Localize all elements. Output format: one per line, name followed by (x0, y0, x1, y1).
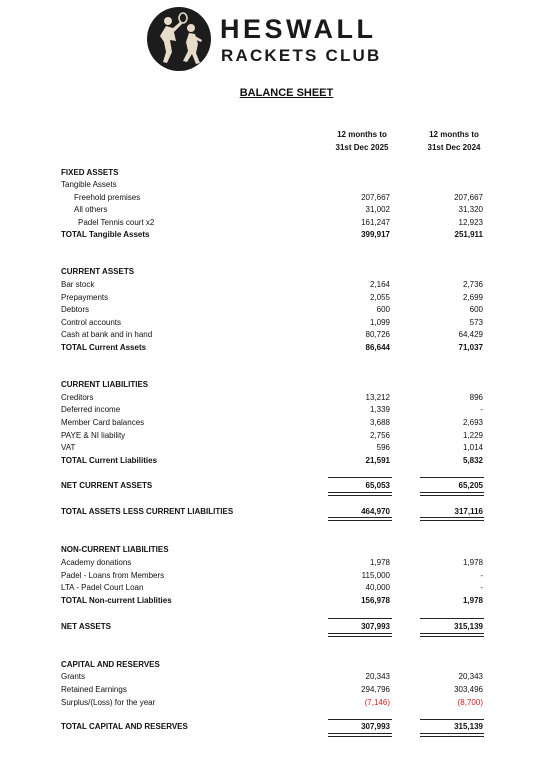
section-heading-current-liabilities: CURRENT LIABILITIES (61, 380, 149, 389)
total-tangible-assets: TOTAL Tangible Assets 399,917 251,911 (61, 230, 483, 239)
line-item: Creditors 13,212 896 (61, 393, 483, 402)
line-item: Surplus/(Loss) for the year (7,146) (8,700) (61, 698, 483, 707)
line-item: Debtors 600 600 (61, 305, 483, 314)
rule-line (328, 618, 392, 619)
net-assets: NET ASSETS 307,993 315,139 (61, 622, 483, 631)
double-rule (420, 633, 484, 637)
line-item: Bar stock 2,164 2,736 (61, 280, 483, 289)
line-item: LTA - Padel Court Loan 40,000 - (61, 583, 483, 592)
total-current-liabilities: TOTAL Current Liabilities 21,591 5,832 (61, 456, 483, 465)
double-rule (420, 517, 484, 521)
line-item: Freehold premises 207,667 207,667 (74, 193, 483, 202)
line-item: Padel Tennis court x2 161,247 12,923 (78, 218, 483, 227)
rule-line (420, 477, 484, 478)
section-heading-fixed-assets: FIXED ASSETS (61, 168, 119, 177)
rule-line (328, 477, 392, 478)
section-heading-current-assets: CURRENT ASSETS (61, 267, 135, 276)
column-header-2025: 12 months to 31st Dec 2025 (335, 130, 389, 152)
line-item: Padel - Loans from Members 115,000 - (61, 571, 483, 580)
double-rule (420, 492, 484, 496)
total-current-assets: TOTAL Current Assets 86,644 71,037 (61, 343, 483, 352)
line-item: Grants 20,343 20,343 (61, 672, 483, 681)
logo-subtitle: RACKETS CLUB (221, 46, 382, 65)
line-item: Prepayments 2,055 2,699 (61, 293, 483, 302)
column-header-2024: 12 months to 31st Dec 2024 (427, 130, 481, 152)
line-item: Member Card balances 3,688 2,693 (61, 418, 483, 427)
subheading-tangible-assets: Tangible Assets (61, 180, 117, 189)
double-rule (328, 633, 392, 637)
double-rule (328, 733, 392, 737)
line-item: Deferred income 1,339 - (61, 405, 483, 414)
total-capital-and-reserves: TOTAL CAPITAL AND RESERVES 307,993 315,139 (61, 722, 483, 731)
club-logo (146, 6, 382, 74)
rule-line (328, 719, 392, 720)
line-item: Academy donations 1,978 1,978 (61, 558, 483, 567)
page-title: BALANCE SHEET (239, 87, 334, 99)
total-non-current-liabilities: TOTAL Non-current Liablities 156,978 1,978 (61, 596, 483, 605)
section-heading-non-current-liabilities: NON-CURRENT LIABILITIES (61, 545, 169, 554)
line-item: Retained Earnings 294,796 303,496 (61, 685, 483, 694)
section-heading-capital-reserves: CAPITAL AND RESERVES (61, 660, 160, 669)
line-item: VAT 596 1,014 (61, 443, 483, 452)
logo-title: HESWALL (220, 14, 377, 44)
double-rule (328, 492, 392, 496)
rule-line (420, 618, 484, 619)
line-item: Control accounts 1,099 573 (61, 318, 483, 327)
tennis-players-icon (146, 6, 212, 72)
double-rule (328, 517, 392, 521)
line-item: All others 31,002 31,320 (74, 205, 483, 214)
line-item: PAYE & NI liability 2,756 1,229 (61, 431, 483, 440)
total-assets-less-current-liabilities: TOTAL ASSETS LESS CURRENT LIABILITIES 464,970 317,116 (61, 507, 483, 516)
double-rule (420, 733, 484, 737)
net-current-assets: NET CURRENT ASSETS 65,053 65,205 (61, 481, 483, 490)
rule-line (420, 719, 484, 720)
line-item: Cash at bank and in hand 80,726 64,429 (61, 330, 483, 339)
